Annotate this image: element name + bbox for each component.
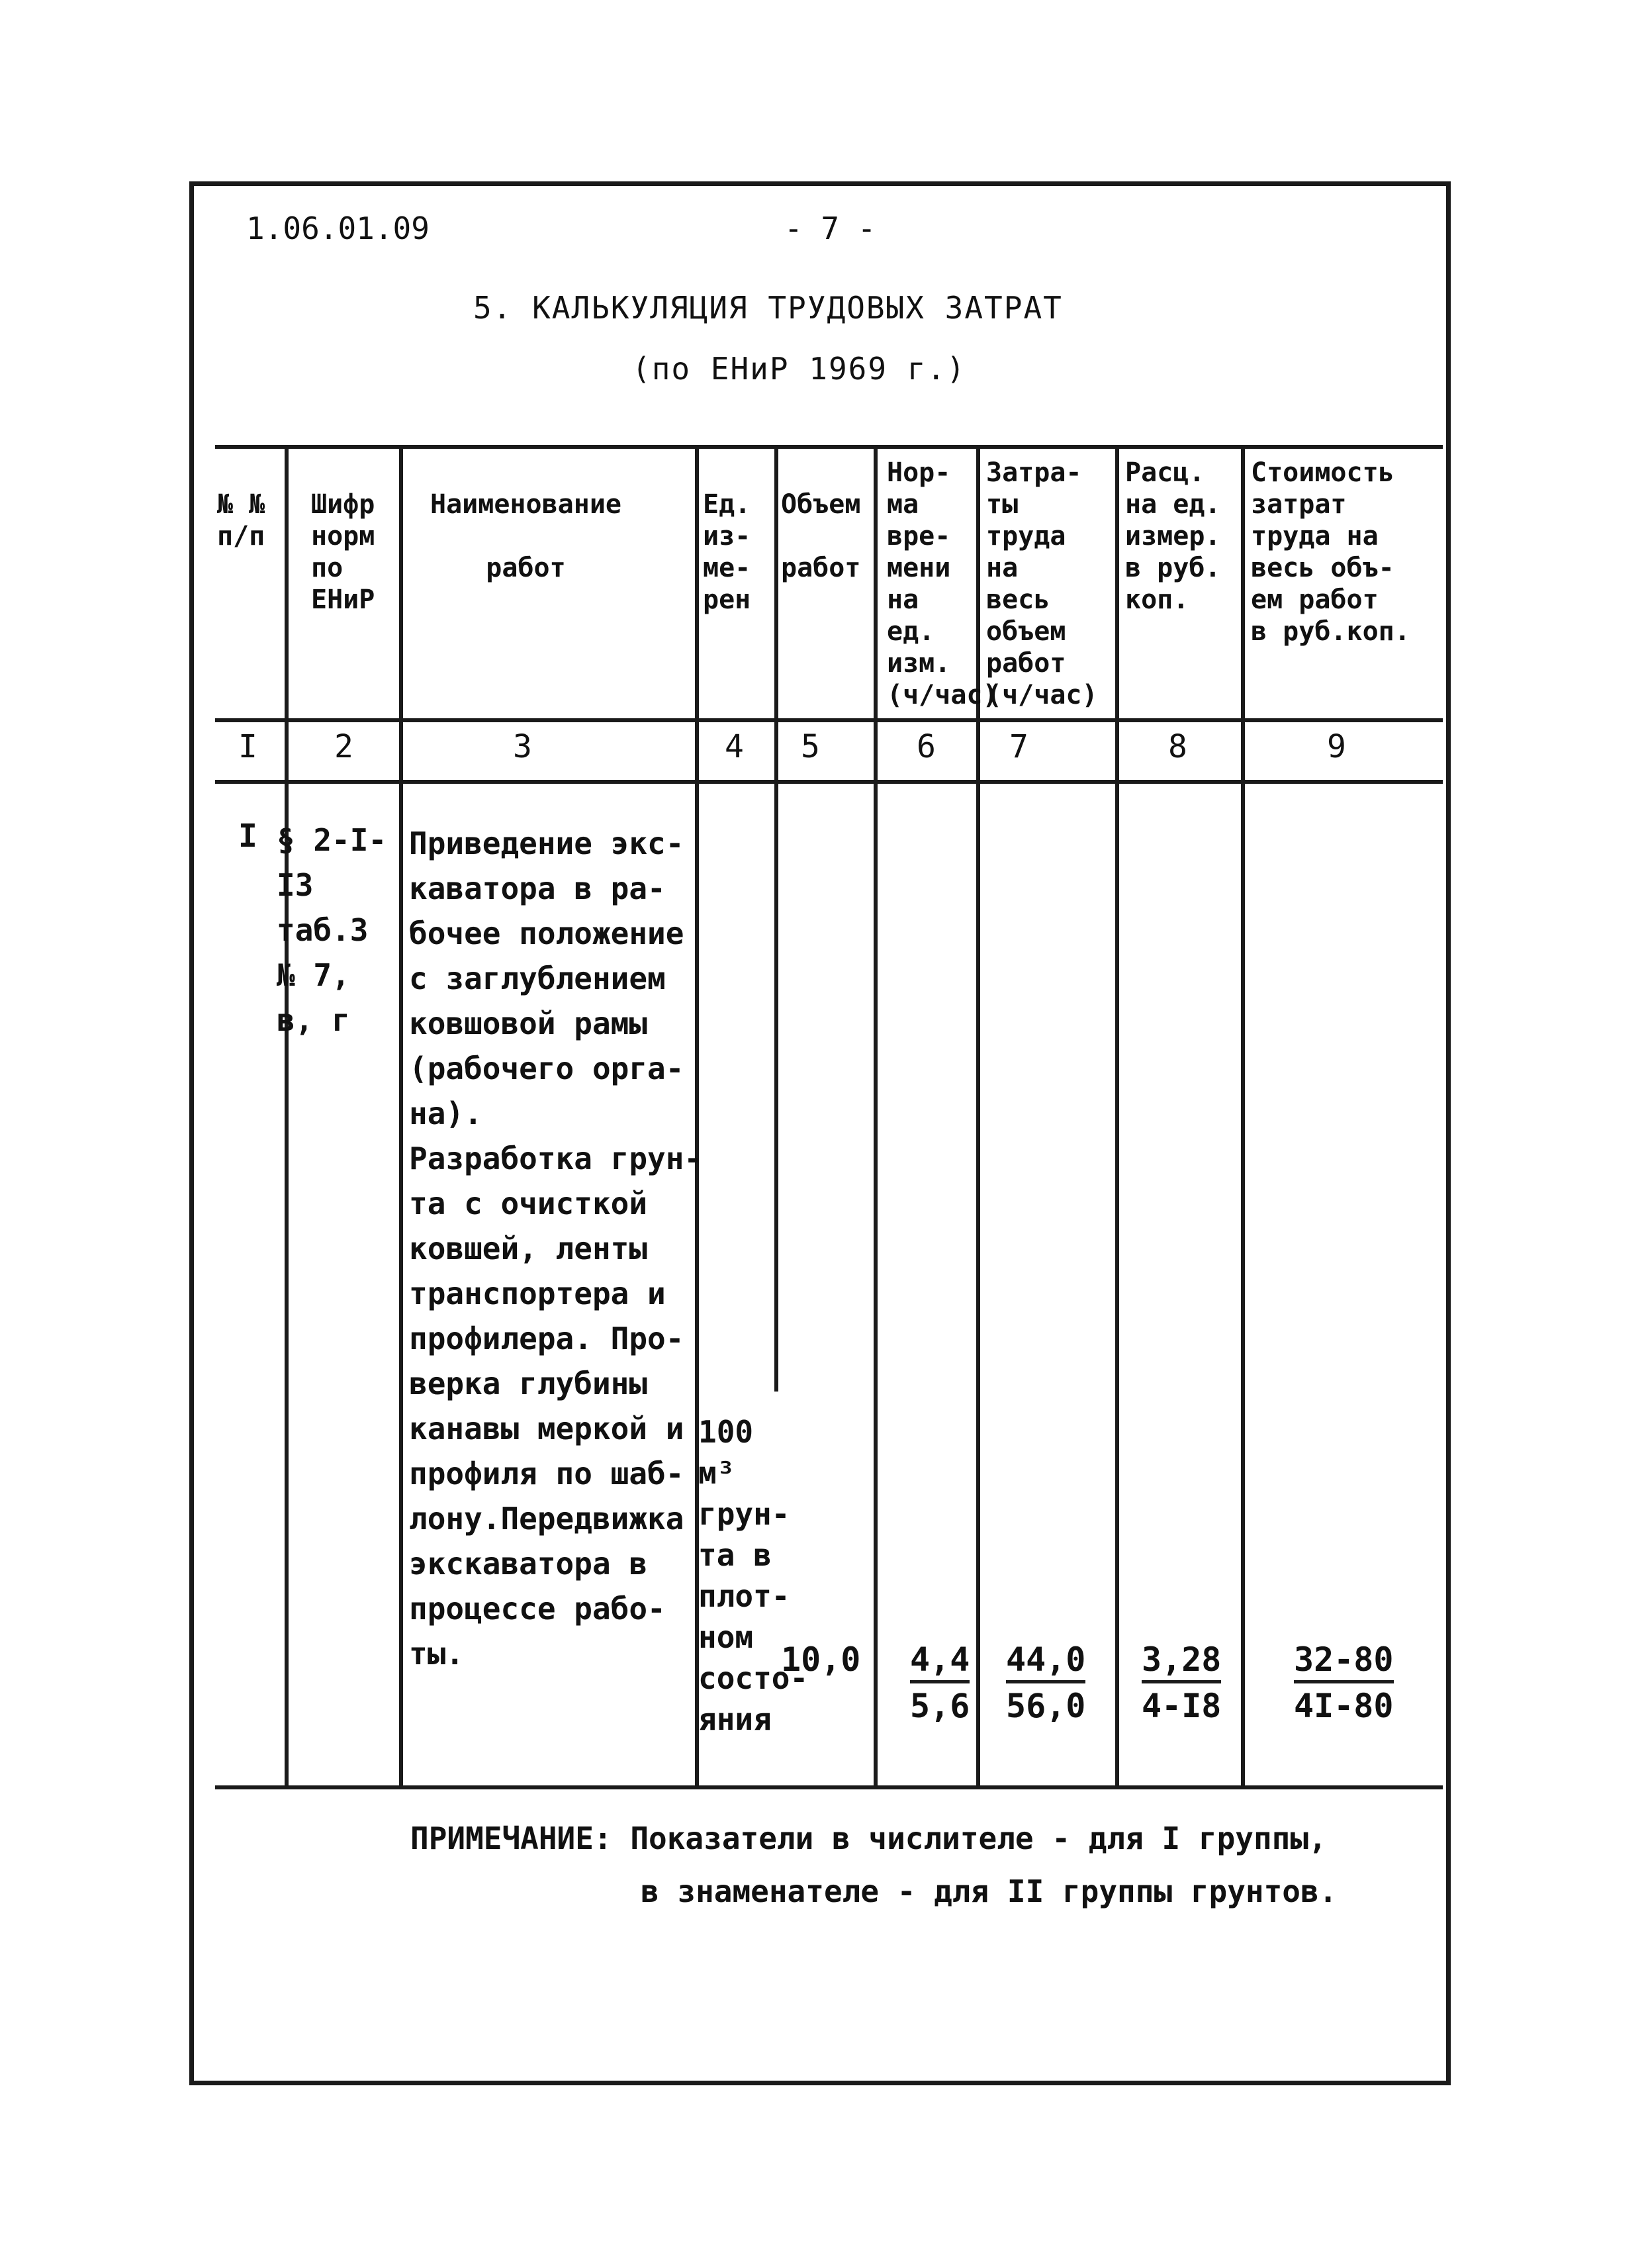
col-number-7: 7 (1009, 728, 1028, 765)
note-line-2: в знаменателе - для II группы грунтов. (641, 1873, 1338, 1909)
note-text-1: Показатели в числителе - для I группы, (630, 1820, 1327, 1856)
col-number-8: 8 (1168, 728, 1187, 765)
document-code: 1.06.01.09 (246, 211, 430, 246)
col-header-norm-time: Нор- ма вре- мени на ед. изм. (ч/час) (887, 457, 999, 710)
col-header-num: № № п/п (217, 489, 265, 551)
col-divider-4 (774, 445, 778, 1392)
labor-group-2: 56,0 (1006, 1687, 1086, 1725)
col-header-labor: Затра- ты труда на весь объем работ (ч/час) (986, 457, 1098, 710)
row-work-description: Приведение экс- каватора в ра- бочее положение с заглублением ковшовой рамы (рабочего орга- на). Разработка грун- та с очисткой ковшей, ленты транспортера и профилера. Про- верка глубины канавы меркой и профиля по шаб- лону.Передвижка экскаватора в процессе рабо- ты. (409, 826, 703, 1672)
col-header-rate: Расц. на ед. измер. в руб. коп. (1125, 457, 1221, 615)
col-number-2: 2 (334, 728, 353, 765)
col-header-volume: Объем работ (781, 489, 861, 583)
col-divider-1 (285, 445, 289, 1789)
col-number-5: 5 (801, 728, 820, 765)
cost-group-1: 32-80 (1294, 1640, 1394, 1679)
note-label: ПРИМЕЧАНИЕ: (410, 1820, 612, 1856)
col-header-cost: Стоимость затрат труда на весь объ- ем работ в руб.коп. (1251, 457, 1410, 647)
labor-group-1: 44,0 (1006, 1640, 1085, 1679)
col-number-3: 3 (513, 728, 532, 765)
col-divider-7 (1115, 445, 1119, 1789)
col-header-unit: Ед. из- ме- рен (703, 489, 751, 615)
row-norm-code: § 2-I- I3 таб.3 № 7, в, г (277, 822, 387, 1038)
col-header-work: Наименование работ (430, 489, 621, 583)
col-divider-5 (874, 445, 878, 1789)
col-number-4: 4 (725, 728, 744, 765)
rate-group-2: 4-I8 (1142, 1687, 1222, 1725)
row-number: I (238, 818, 257, 855)
col-number-9: 9 (1327, 728, 1346, 765)
row-volume: 10,0 (781, 1640, 861, 1679)
col-divider-2 (399, 445, 403, 1789)
col-divider-8 (1241, 445, 1245, 1789)
note-line-1 (410, 1820, 1327, 1856)
norm-time-group-1: 4,4 (910, 1640, 970, 1679)
col-number-1: I (238, 728, 257, 765)
col-number-6: 6 (917, 728, 936, 765)
row-unit: 100 м³ грун- та в плот- ном состо- яния (698, 1414, 809, 1737)
rate-group-1: 3,28 (1142, 1640, 1221, 1679)
section-subtitle: (по ЕНиР 1969 г.) (632, 351, 966, 387)
page-number: - 7 - (784, 211, 876, 246)
norm-time-group-2: 5,6 (910, 1687, 970, 1725)
section-title: 5. КАЛЬКУЛЯЦИЯ ТРУДОВЫХ ЗАТРАТ (473, 290, 1063, 326)
col-header-code: Шифр норм по ЕНиР (311, 489, 375, 615)
cost-group-2: 4I-80 (1294, 1687, 1394, 1725)
